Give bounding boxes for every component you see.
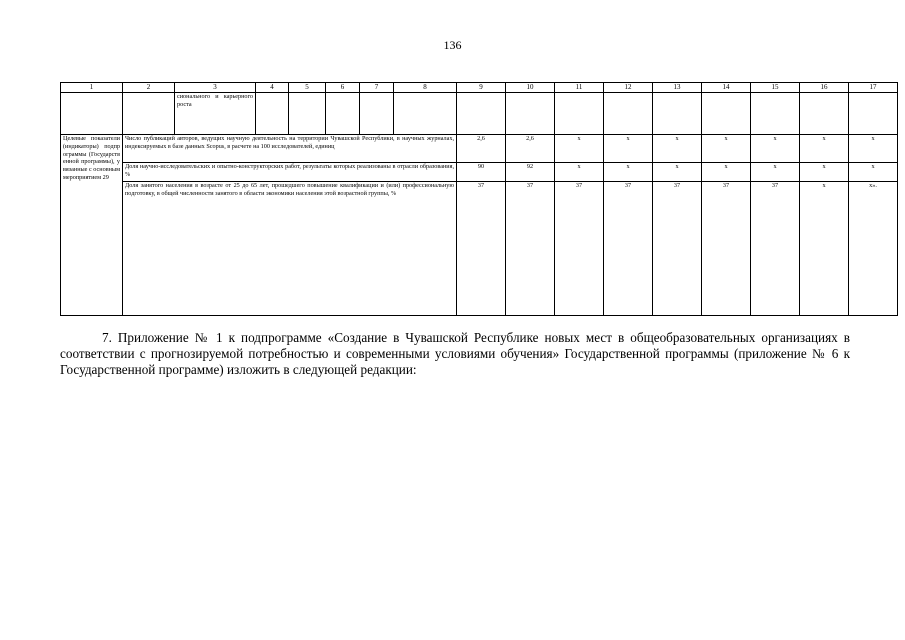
indicator-description: Доля занятого населения в возрасте от 25 до 65 лет, прошедшего повышение квалификации и (или) профессиональную подготовку, в общей численности занятого в области экономики населения этой возрастной группы, %	[123, 182, 457, 316]
value-cell: 37	[555, 182, 604, 316]
header-cell: 13	[653, 83, 702, 93]
value-cell: 37	[751, 182, 800, 316]
value-cell: x	[604, 163, 653, 182]
value-cell: x	[800, 135, 849, 163]
value-cell: x».	[849, 182, 898, 316]
header-cell: 6	[326, 83, 360, 93]
value-cell: 37	[653, 182, 702, 316]
header-cell: 5	[289, 83, 326, 93]
header-cell: 12	[604, 83, 653, 93]
header-cell: 9	[457, 83, 506, 93]
page-number: 136	[443, 38, 462, 52]
value-cell: x	[555, 135, 604, 163]
value-cell: 37	[506, 182, 555, 316]
indicator-description: Доля научно-исследовательских и опытно-конструкторских работ, результаты которых реализованы в отрасли образования, %	[123, 163, 457, 182]
header-cell: 14	[702, 83, 751, 93]
table-row	[61, 182, 898, 316]
header-cell: 8	[394, 83, 457, 93]
header-cell: 16	[800, 83, 849, 93]
table-cell-empty	[61, 93, 123, 135]
value-cell: x	[702, 163, 751, 182]
header-cell: 4	[256, 83, 289, 93]
amendment-text: 7. Приложение № 1 к подпрограмме «Создание в Чувашской Республике новых мест в общеобразовательных организациях в соответствии с прогнозируемой потребностью и современными условиями обучения» Государственной программы (приложение № 6 к Государственной программе) изложить в следующей редакции:	[60, 330, 850, 377]
header-cell: 2	[123, 83, 175, 93]
table-row	[61, 163, 898, 182]
header-cell: 10	[506, 83, 555, 93]
category-cell: Целевые показатели (индикаторы) подпрограммы (Государственной программы), увязанные с основным мероприятием 29	[61, 135, 123, 316]
header-cell: 7	[360, 83, 394, 93]
indicators-table	[60, 82, 898, 316]
value-cell: 2,6	[457, 135, 506, 163]
header-row	[61, 83, 898, 93]
table-row	[61, 135, 898, 163]
continuation-row	[61, 93, 898, 135]
value-cell: x	[555, 163, 604, 182]
value-cell: x	[702, 135, 751, 163]
value-cell: x	[653, 135, 702, 163]
header-cell: 15	[751, 83, 800, 93]
value-cell: 90	[457, 163, 506, 182]
value-cell: 2,6	[506, 135, 555, 163]
amendment-paragraph	[60, 330, 850, 378]
value-cell: 92	[506, 163, 555, 182]
value-cell: 37	[702, 182, 751, 316]
value-cell: x	[751, 163, 800, 182]
header-cell: 1	[61, 83, 123, 93]
indicator-description: Число публикаций авторов, ведущих научную деятельность на территории Чувашской Республики, в научных журналах, индексируемых в базе данных Scopus, в расчете на 100 исследователей, единиц	[123, 135, 457, 163]
value-cell: 37	[457, 182, 506, 316]
value-cell: x	[849, 135, 898, 163]
continuation-cell: сионального и карьерного роста	[175, 93, 256, 135]
value-cell: x	[849, 163, 898, 182]
value-cell: x	[800, 182, 849, 316]
value-cell: x	[751, 135, 800, 163]
header-cell: 3	[175, 83, 256, 93]
header-cell: 11	[555, 83, 604, 93]
header-cell: 17	[849, 83, 898, 93]
value-cell: x	[800, 163, 849, 182]
value-cell: x	[604, 135, 653, 163]
value-cell: 37	[604, 182, 653, 316]
value-cell: x	[653, 163, 702, 182]
